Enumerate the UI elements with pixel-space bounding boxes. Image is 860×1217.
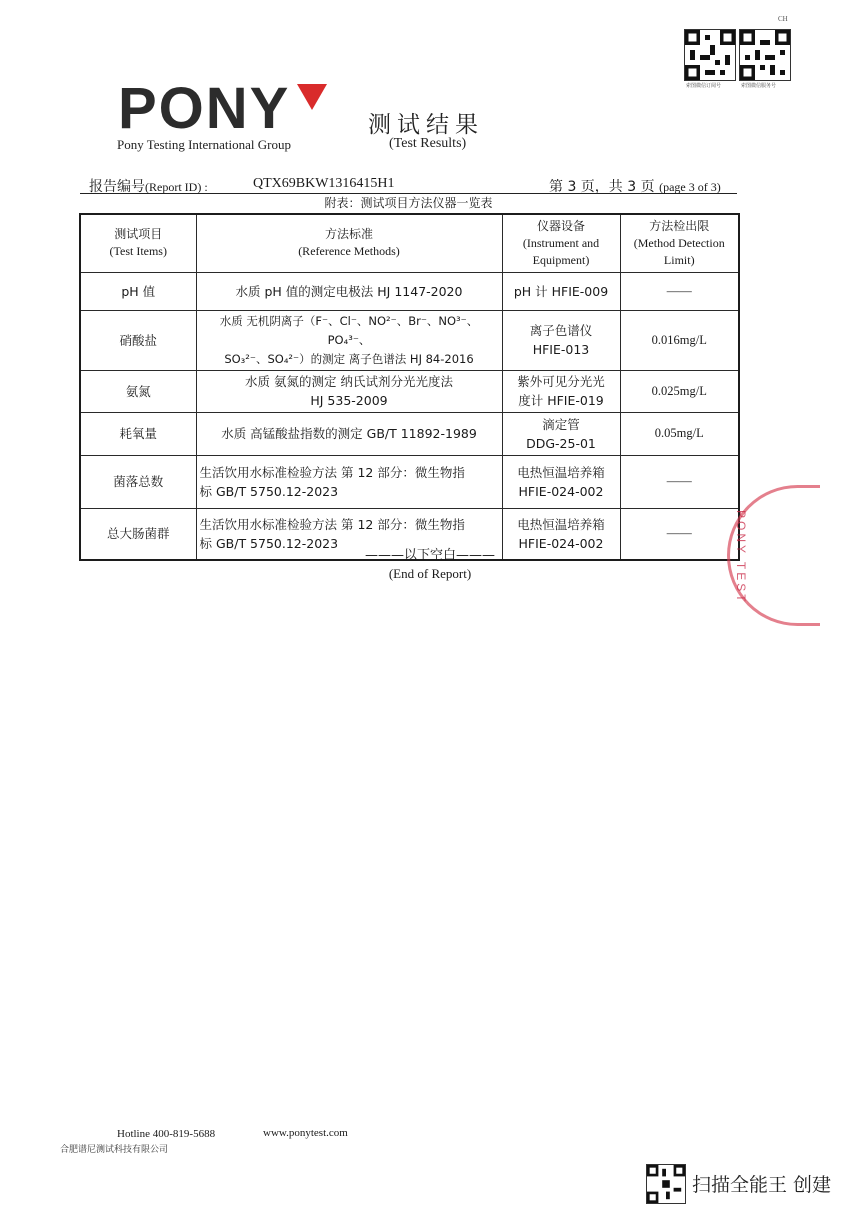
cell-limit: —— xyxy=(620,455,739,508)
company-name: Pony Testing International Group xyxy=(117,137,291,152)
equipment-line: DDG-25-01 xyxy=(526,435,596,451)
page-title-cn: 测试结果 xyxy=(368,112,484,138)
header-en: Equipment) xyxy=(532,252,590,267)
cell-item: 耗氧量 xyxy=(80,412,196,455)
equipment-line: 滴定管 xyxy=(542,416,580,432)
page-title-en: (Test Results) xyxy=(389,136,467,151)
cell-equipment xyxy=(502,455,620,508)
cell-equipment xyxy=(502,310,620,370)
header-test-items xyxy=(80,214,196,272)
cell-limit: —— xyxy=(620,272,739,310)
page-info-en: (page 3 of 3) xyxy=(659,180,721,194)
footer-hotline: Hotline 400-819-5688 xyxy=(117,1128,216,1140)
cell-item: 硝酸盐 xyxy=(80,310,196,370)
cell-method xyxy=(196,455,502,508)
cell-equipment xyxy=(502,412,620,455)
cell-limit: —— xyxy=(620,508,739,560)
header-en: Limit) xyxy=(663,252,695,267)
footer-website: www.ponytest.com xyxy=(263,1127,348,1139)
cell-method xyxy=(196,310,502,370)
header-reference-methods xyxy=(196,214,502,272)
header-cn: 仪器设备 xyxy=(536,218,585,233)
qr-right-label: 索图微信服务号 xyxy=(741,83,777,89)
method-line: 生活饮用水标准检验方法 第 12 部分：微生物指 xyxy=(199,464,465,480)
qr-code-icon xyxy=(684,29,736,81)
end-of-report-en: (End of Report) xyxy=(388,566,472,581)
cell-item: 菌落总数 xyxy=(80,455,196,508)
table-row xyxy=(80,370,739,412)
end-of-report-cn: ———以下空白——— xyxy=(364,548,495,563)
header-instrument xyxy=(502,214,620,272)
method-line: HJ 535-2009 xyxy=(310,393,388,408)
equipment-line: pH 计 HFIE-009 xyxy=(513,283,609,299)
equipment-line: 度计 HFIE-019 xyxy=(518,393,604,408)
equipment-line: 电热恒温培养箱 xyxy=(517,464,605,480)
equipment-line: 离子色谱仪 xyxy=(529,323,593,338)
page-info-cn: 第 3 页，共 3 页 xyxy=(549,179,655,195)
cell-equipment xyxy=(502,272,620,310)
camscanner-label: 扫描全能王 创建 xyxy=(692,1174,832,1196)
method-line: SO₃²⁻、SO₄²⁻）的测定 离子色谱法 HJ 84-2016 xyxy=(224,351,474,366)
cell-item: 总大肠菌群 xyxy=(80,508,196,560)
header-cn: 方法标准 xyxy=(324,227,373,242)
cell-limit: 0.05mg/L xyxy=(620,412,739,455)
equipment-line: HFIE-024-002 xyxy=(518,483,604,499)
method-line: 生活饮用水标准检验方法 第 12 部分：微生物指 xyxy=(199,516,465,532)
header-cn: 方法检出限 xyxy=(649,218,710,233)
method-line: 水质 高锰酸盐指数的测定 GB/T 11892-1989 xyxy=(221,426,477,441)
logo-triangle-icon xyxy=(297,84,327,110)
qr-left-label: 索图微信订阅号 xyxy=(686,83,722,89)
qr-code-icon xyxy=(739,29,791,81)
header-en: (Instrument and xyxy=(522,235,600,250)
report-id-label-cn: 报告编号 xyxy=(89,179,145,195)
equipment-line: 紫外可见分光光 xyxy=(517,374,605,389)
methods-table xyxy=(79,213,740,561)
cell-equipment xyxy=(502,370,620,412)
method-line: 水质 pH 值的测定电极法 HJ 1147-2020 xyxy=(235,283,463,299)
cell-limit: 0.025mg/L xyxy=(620,370,739,412)
method-line: 水质 氨氮的测定 纳氏试剂分光光度法 xyxy=(245,374,453,389)
appendix-title: 附表：测试项目方法仪器一览表 xyxy=(324,196,493,210)
equipment-line: HFIE-024-002 xyxy=(518,535,604,551)
header-detection-limit xyxy=(620,214,739,272)
cell-item: pH 值 xyxy=(80,272,196,310)
cell-method xyxy=(196,370,502,412)
equipment-line: HFIE-013 xyxy=(532,342,590,357)
ch-tag: CH xyxy=(778,15,788,23)
report-id-value: QTX69BKW1316415H1 xyxy=(253,176,395,191)
stamp-text: PONY TEST xyxy=(734,510,748,605)
method-line: 标 GB/T 5750.12-2023 xyxy=(199,483,339,499)
header-en: (Test Items) xyxy=(109,244,167,259)
header-en: (Reference Methods) xyxy=(298,244,400,259)
cell-item: 氨氮 xyxy=(80,370,196,412)
table-header-row xyxy=(80,214,739,272)
method-line: 水质 无机阴离子（F⁻、Cl⁻、NO²⁻、Br⁻、NO³⁻、PO₄³⁻、 xyxy=(219,313,479,347)
cell-method xyxy=(196,412,502,455)
table-row xyxy=(80,310,739,370)
cell-limit: 0.016mg/L xyxy=(620,310,739,370)
pony-logo: PONY xyxy=(118,76,291,141)
equipment-line: 电热恒温培养箱 xyxy=(517,516,605,532)
header-en: (Method Detection xyxy=(633,235,725,250)
report-id-label-en: (Report ID) : xyxy=(145,180,208,194)
table-row xyxy=(80,272,739,310)
table-row xyxy=(80,412,739,455)
footer-company: 合肥谱尼测试科技有限公司 xyxy=(60,1145,169,1155)
header-cn: 测试项目 xyxy=(114,227,163,242)
camscanner-qr-icon xyxy=(646,1164,686,1204)
table-row xyxy=(80,455,739,508)
method-line: 标 GB/T 5750.12-2023 xyxy=(199,535,339,551)
cell-method xyxy=(196,272,502,310)
